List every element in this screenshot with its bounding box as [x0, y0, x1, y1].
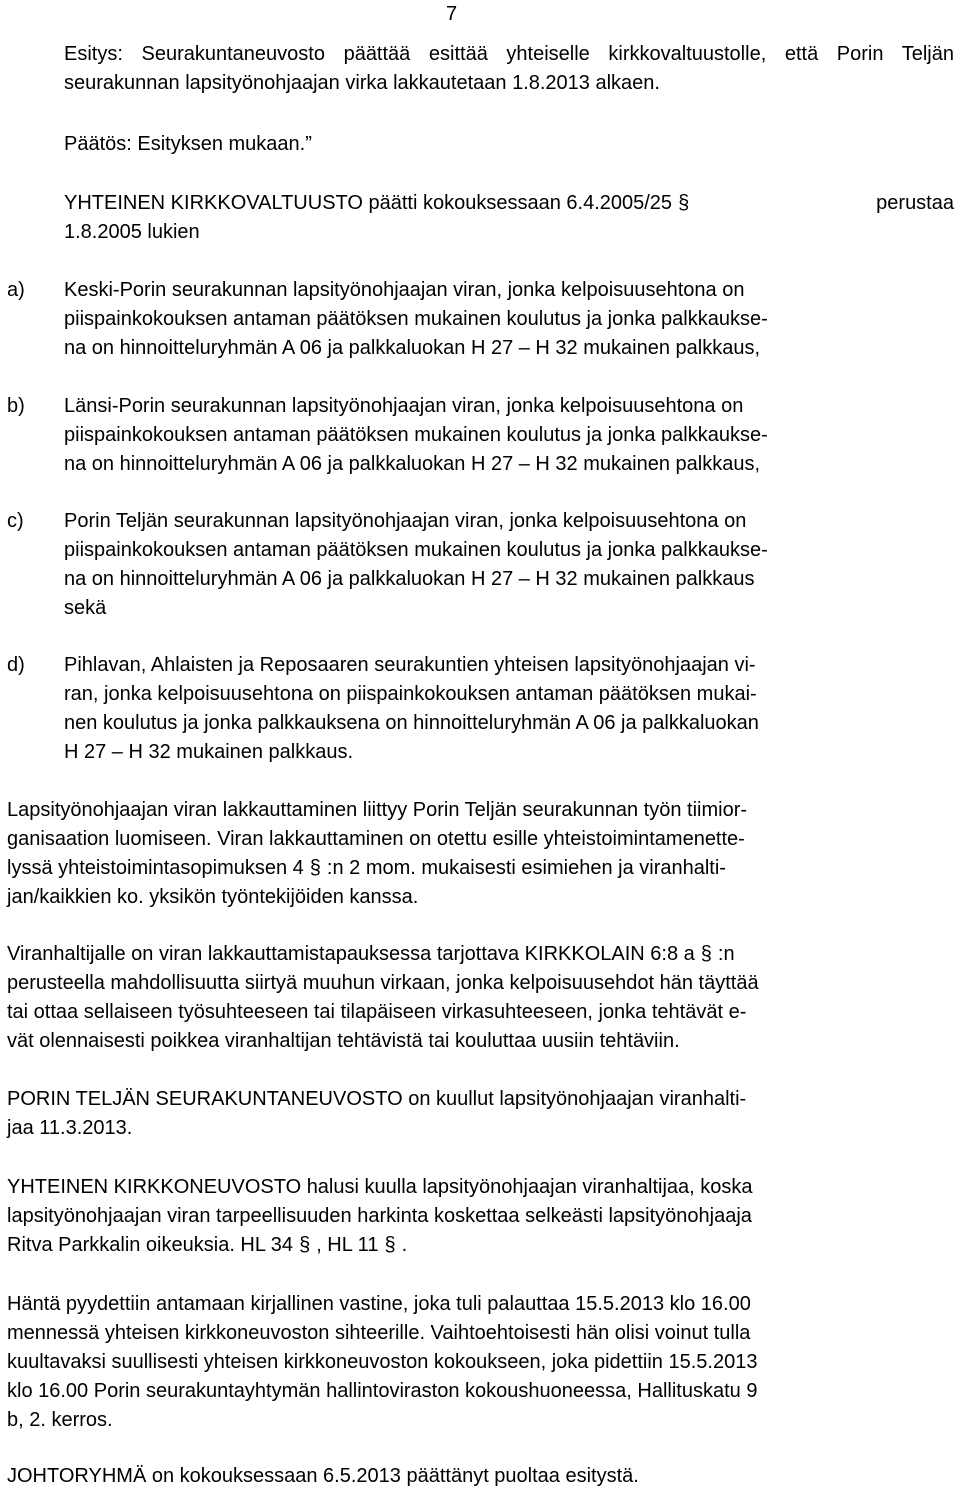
paragraph-line: jaa 11.3.2013. [7, 1117, 133, 1139]
list-item-line: Länsi-Porin seurakunnan lapsityönohjaajan viran, jonka kelpoisuusehtona on [64, 395, 744, 417]
page-number: 7 [446, 3, 458, 25]
list-item-text [64, 276, 954, 363]
list-item-line: Porin Teljän seurakunnan lapsityönohjaajan viran, jonka kelpoisuusehtona on [64, 510, 747, 532]
termination-paragraph [7, 796, 954, 912]
list-item-line: sekä [64, 597, 107, 619]
list-item-line: piispainkokouksen antaman päätöksen mukainen koulutus ja jonka palkkaukse- [64, 539, 768, 561]
paragraph-line: jan/kaikkien ko. yksikön työntekijöiden kanssa. [7, 886, 419, 908]
church-council-paragraph [7, 1173, 954, 1260]
section-symbol: § [299, 1234, 311, 1256]
list-item-label: b) [7, 395, 25, 417]
list-item-text [64, 651, 954, 767]
paragraph-line [7, 854, 954, 883]
council-decision-verb: perustaa [876, 192, 954, 214]
list-item [7, 651, 954, 767]
decision-line: Päätös: Esityksen mukaan.” [64, 133, 312, 155]
paragraph-line: PORIN TELJÄN SEURAKUNTANEUVOSTO on kuullut lapsityönohjaajan viranhalti- [7, 1088, 747, 1110]
paragraph-line: ganisaation luomiseen. Viran lakkauttaminen on otettu esille yhteistoimintamenette- [7, 828, 745, 850]
paragraph-line: mennessä yhteisen kirkkoneuvoston sihteerille. Vaihtoehtoisesti hän olisi voinut tulla [7, 1322, 751, 1344]
list-item [7, 507, 954, 623]
paragraph-line [7, 1231, 954, 1260]
official-rights-paragraph [7, 940, 954, 1056]
paragraph-line: vät olennaisesti poikkea viranhaltijan tehtävistä tai kouluttaa uusiin tehtäviin. [7, 1030, 680, 1052]
list-item [7, 276, 954, 363]
paragraph-line: perusteella mahdollisuutta siirtyä muuhun virkaan, jonka kelpoisuusehdot hän täyttää [7, 972, 759, 994]
management-group-line: JOHTORYHMÄ on kokouksessaan 6.5.2013 päättänyt puoltaa esitystä. [7, 1465, 639, 1487]
list-item-line: H 27 – H 32 mukainen palkkaus. [64, 741, 354, 763]
list-item-line: piispainkokouksen antaman päätöksen mukainen koulutus ja jonka palkkaukse- [64, 424, 768, 446]
list-item-text [64, 507, 954, 623]
paragraph-line: Häntä pyydettiin antamaan kirjallinen vastine, joka tuli palauttaa 15.5.2013 klo 16.00 [7, 1293, 751, 1315]
paragraph-line: b, 2. kerros. [7, 1409, 113, 1431]
list-item-line: na on hinnoitteluryhmän A 06 ja palkkaluokan H 27 – H 32 mukainen palkkaus, [64, 453, 761, 475]
council-decision-line-2: 1.8.2005 lukien [64, 221, 200, 243]
council-decision-paragraph [64, 189, 954, 247]
section-symbol: § [678, 192, 690, 214]
council-decision-line-1 [64, 189, 954, 218]
list-item-line: na on hinnoitteluryhmän A 06 ja palkkaluokan H 27 – H 32 mukainen palkkaus, [64, 337, 761, 359]
list-item-line: ran, jonka kelpoisuusehtona on piispainkokouksen antaman päätöksen mukai- [64, 683, 757, 705]
response-paragraph [7, 1290, 954, 1435]
paragraph-line: kuultavaksi suullisesti yhteisen kirkkoneuvoston kokoukseen, joka pidettiin 15.5.2013 [7, 1351, 758, 1373]
paragraph-fragment: lyssä yhteistoimintasopimuksen 4 [7, 857, 304, 879]
paragraph-line: Lapsityönohjaajan viran lakkauttaminen liittyy Porin Teljän seurakunnan työn tiimior- [7, 799, 748, 821]
section-symbol: § [309, 857, 321, 879]
list-item-line: Pihlavan, Ahlaisten ja Reposaaren seurakuntien yhteisen lapsityönohjaajan vi- [64, 654, 756, 676]
council-decision-text: YHTEINEN KIRKKOVALTUUSTO päätti kokouksessaan 6.4.2005/25 [64, 192, 673, 214]
paragraph-line: lapsityönohjaajan viran tarpeellisuuden harkinta koskettaa selkeästi lapsityönohjaaja [7, 1205, 752, 1227]
paragraph-fragment: Viranhaltijalle on viran lakkauttamistapauksessa tarjottava KIRKKOLAIN 6:8 a [7, 943, 695, 965]
list-item-line: nen koulutus ja jonka palkkauksena on hinnoitteluryhmän A 06 ja palkkaluokan [64, 712, 759, 734]
section-symbol: § [700, 943, 712, 965]
list-item-label: a) [7, 279, 25, 301]
paragraph-line: klo 16.00 Porin seurakuntayhtymän hallintoviraston kokoushuoneessa, Hallituskatu 9 [7, 1380, 758, 1402]
list-item-line: Keski-Porin seurakunnan lapsityönohjaajan viran, jonka kelpoisuusehtona on [64, 279, 745, 301]
paragraph-fragment: Ritva Parkkalin oikeuksia. HL 34 [7, 1234, 294, 1256]
list-item-label: c) [7, 510, 24, 532]
list-item [7, 392, 954, 479]
list-item-text [64, 392, 954, 479]
paragraph-line [7, 940, 954, 969]
list-item-label: d) [7, 654, 25, 676]
list-item-line: na on hinnoitteluryhmän A 06 ja palkkaluokan H 27 – H 32 mukainen palkkaus [64, 568, 755, 590]
paragraph-fragment: , HL 11 [316, 1234, 379, 1256]
paragraph-line: YHTEINEN KIRKKONEUVOSTO halusi kuulla lapsityönohjaajan viranhaltijaa, koska [7, 1176, 753, 1198]
proposal-paragraph: Esitys: Seurakuntaneuvosto päättää esittää yhteiselle kirkkovaltuustolle, että Porin Teljän seurakunnan lapsityönohjaajan virka lakkautetaan 1.8.2013 alkaen. [64, 43, 954, 94]
list-item-line: piispainkokouksen antaman päätöksen mukainen koulutus ja jonka palkkaukse- [64, 308, 768, 330]
paragraph-fragment: :n 2 mom. mukaisesti esimiehen ja viranhalti- [326, 857, 726, 879]
paragraph-fragment: . [401, 1234, 408, 1256]
paragraph-fragment: :n [717, 943, 735, 965]
paragraph-line: tai ottaa sellaiseen työsuhteeseen tai tilapäiseen virkasuhteeseen, jonka tehtävät e- [7, 1001, 747, 1023]
parish-council-paragraph [7, 1085, 954, 1143]
section-symbol: § [384, 1234, 396, 1256]
